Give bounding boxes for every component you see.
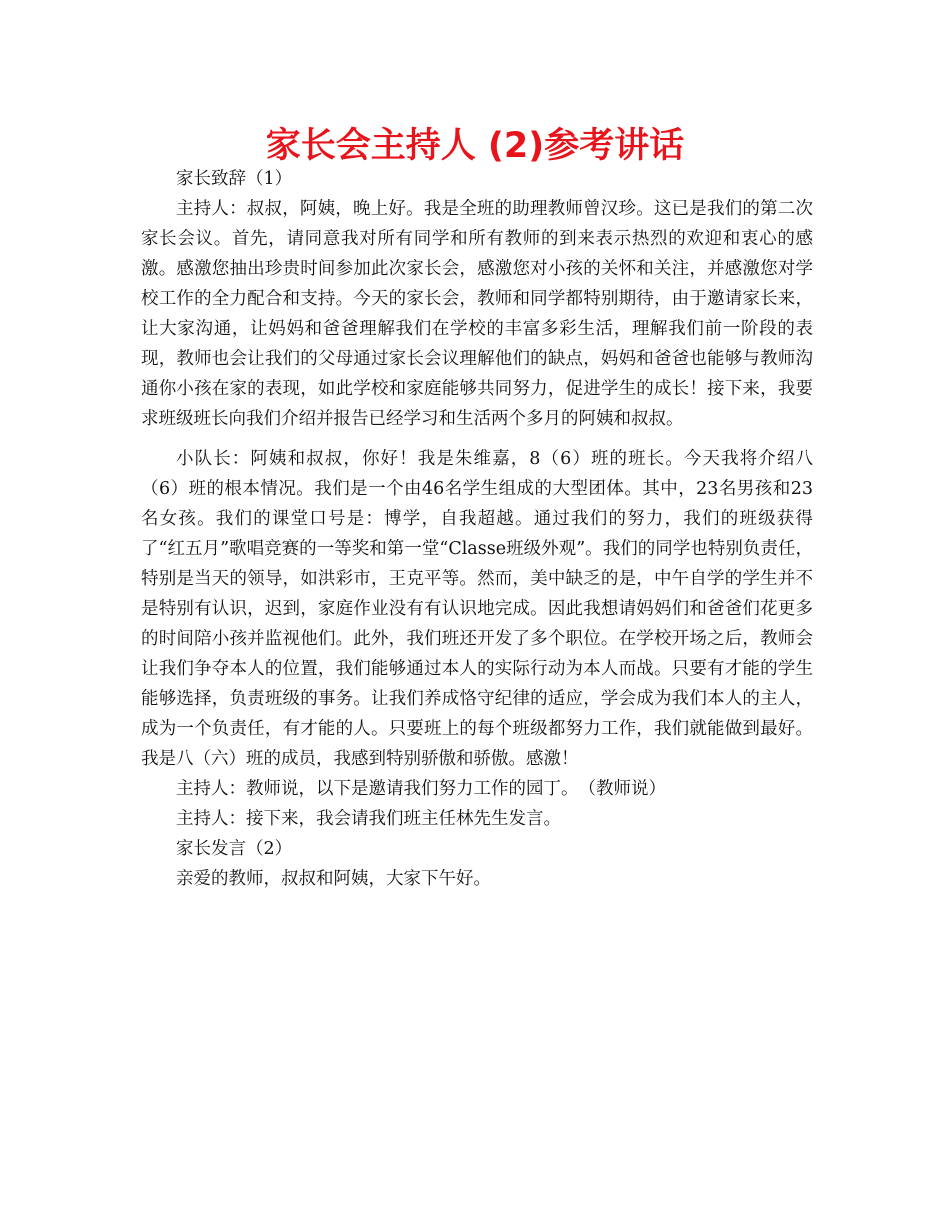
paragraph-host-teacher: 主持人：教师说，以下是邀请我们努力工作的园丁。 （教师说） — [176, 779, 666, 799]
paragraph-host-opening: 主持人：叔叔，阿姨，晚上好。我是全班的助理教师曾汉珍。这已是我们的第二次家长会议。首先，请同意我对所有同学和所有教师的到来表示热烈的欢迎和衷心的感激。感激您抽出珍贵时间参加此次家长会，感激您对小孩的关怀和关注，并感激您对学校工作的全力配合和支持。今天的家长会，教师和同学都特别期待，由于邀请家长来，让大家沟通，让妈妈和爸爸理解我们在学校的丰富多彩生活，理解我们前一阶段的表现，教师也会让我们的父母通过家长会议理解他们的缺点，妈妈和爸爸也能够与教师沟通你小孩在家的表现，如此学校和家庭能够共同努力，促进学生的成长！接下来，我要求班级班长向我们介绍并报告已经学习和生活两个多月的阿姨和叔叔。 — [141, 199, 813, 429]
section-heading-parent-speech-1: 家长致辞（1） — [176, 169, 293, 189]
document-title: 家长会主持人 (2)参考讲话 — [265, 126, 685, 166]
paragraph-class-monitor: 小队长：阿姨和叔叔，你好！我是朱维嘉，8（6）班的班长。今天我将介绍八（6）班的根本情况。我们是一个由46名学生组成的大型团体。其中，23名男孩和23名女孩。我们的课堂口号是：博学，自我超越。通过我们的努力，我们的班级获得了“红五月”歌唱竞赛的一等奖和第一堂“Classe班级外观”。我们的同学也特别负责任，特别是当天的领导，如洪彩市，王克平等。然而，美中缺乏的是，中午自学的学生并不是特别有认识，迟到，家庭作业没有有认识地完成。因此我想请妈妈们和爸爸们花更多的时间陪小孩并监视他们。此外，我们班还开发了多个职位。在学校开场之后，教师会让我们争夺本人的位置，我们能够通过本人的实际行动为本人而战。只要有才能的学生能够选择，负责班级的事务。让我们养成恪守纪律的适应，学会成为我们本人的主人，成为一个负责任，有才能的人。只要班上的每个班级都努力工作，我们就能做到最好。我是八（六）班的成员，我感到特别骄傲和骄傲。感激！ — [141, 449, 813, 769]
paragraph-greeting: 亲爱的教师，叔叔和阿姨，大家下午好。 — [176, 869, 491, 889]
document-body — [141, 164, 813, 894]
section-heading-parent-speech-2: 家长发言（2） — [176, 839, 293, 859]
paragraph-host-head-teacher: 主持人：接下来，我会请我们班主任林先生发言。 — [176, 809, 561, 829]
